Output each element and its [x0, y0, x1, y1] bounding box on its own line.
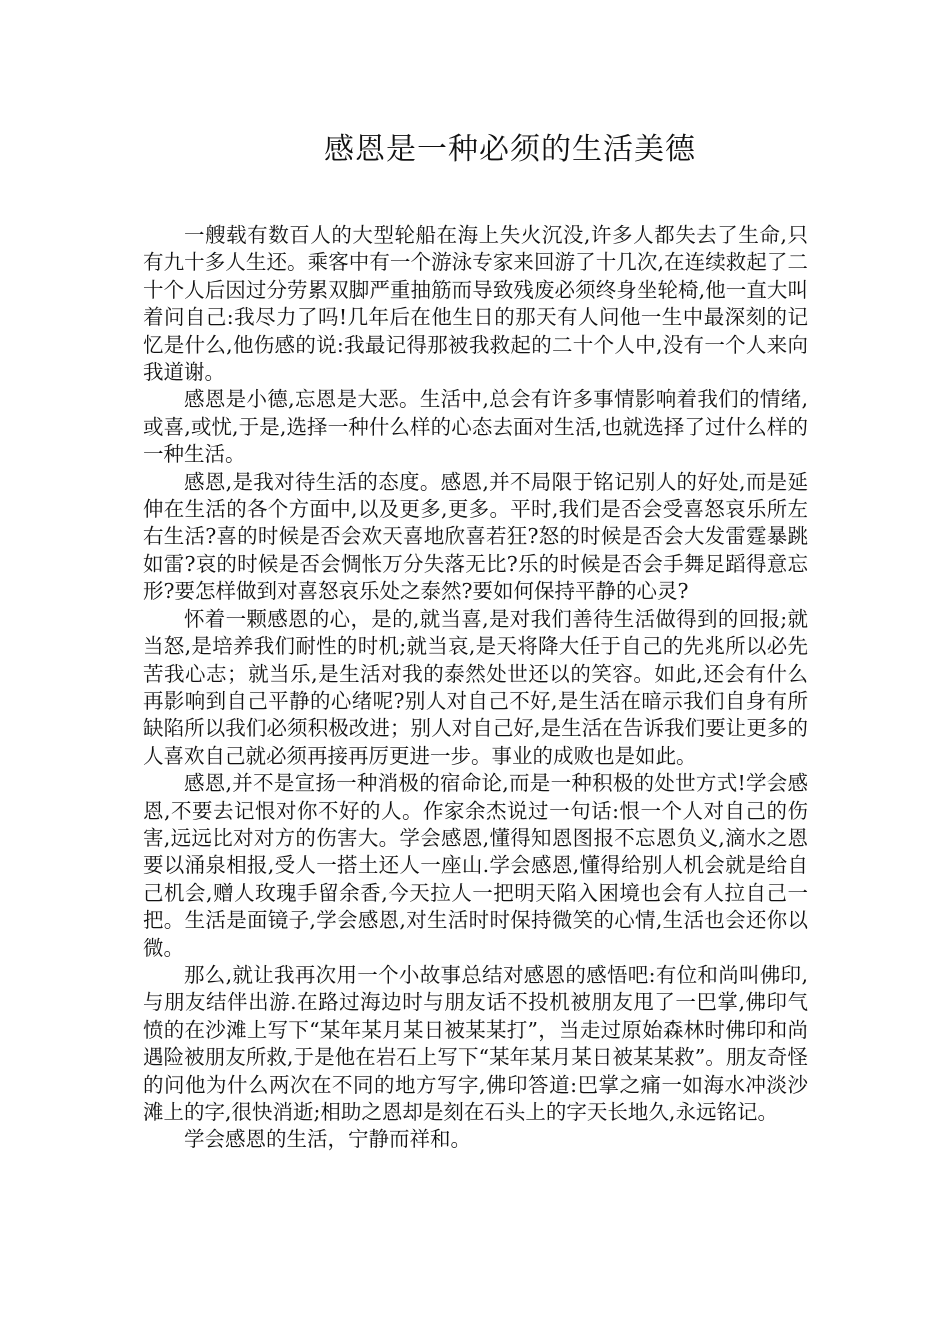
- paragraph: 感恩是小德,忘恩是大恶。生活中,总会有许多事情影响着我们的情绪,或喜,或忧,于是,选择一种什么样的心态去面对生活,也就选择了过什么样的一种生活。: [143, 387, 808, 467]
- paragraph: 感恩,是我对待生活的态度。感恩,并不局限于铭记别人的好处,而是延伸在生活的各个方面中,以及更多,更多。平时,我们是否会受喜怒哀乐所左右生活?喜的时候是否会欢天喜地欣喜若狂?怒的时候是否会大发雷霆暴跳如雷?哀的时候是否会惆怅万分失落无比?乐的时候是否会手舞足蹈得意忘形?要怎样做到对喜怒哀乐处之泰然?要如何保持平静的心灵?: [143, 469, 808, 604]
- paragraph: 学会感恩的生活，宁静而祥和。: [184, 1127, 471, 1152]
- document-title: 感恩是一种必须的生活美德: [324, 132, 696, 167]
- paragraph: 一艘载有数百人的大型轮船在海上失火沉没,许多人都失去了生命,只有九十多人生还。乘客中有一个游泳专家来回游了十几次,在连续救起了二十个人后因过分劳累双脚严重抽筋而导致残废必须终身坐轮椅,他一直大叫着问自己:我尽力了吗!几年后在他生日的那天有人问他一生中最深刻的记忆是什么,他伤感的说:我最记得那被我救起的二十个人中,没有一个人来向我道谢。: [143, 223, 808, 385]
- paragraph: 那么,就让我再次用一个小故事总结对感恩的感悟吧:有位和尚叫佛印,与朋友结伴出游.在路过海边时与朋友话不投机被朋友甩了一巴掌,佛印气愤的在沙滩上写下“某年某月某日被某某打”，当走过原始森林时佛印和尚遇险被朋友所救,于是他在岩石上写下“某年某月某日被某某救”。朋友奇怪的问他为什么两次在不同的地方写字,佛印答道:巴掌之痛一如海水冲淡沙滩上的字,很快消逝;相助之恩却是刻在石头上的字天长地久,永远铭记。: [143, 962, 808, 1124]
- paragraph: 怀着一颗感恩的心，是的,就当喜,是对我们善待生活做得到的回报;就当怒,是培养我们耐性的时机;就当哀,是天将降大任于自己的先兆所以必先苦我心志；就当乐,是生活对我的泰然处世还以的笑容。如此,还会有什么再影响到自己平静的心绪呢?别人对自己不好,是生活在暗示我们自身有所缺陷所以我们必须积极改进；别人对自己好,是生活在告诉我们要让更多的人喜欢自己就必须再接再厉更进一步。事业的成败也是如此。: [143, 606, 808, 768]
- paragraph: 感恩,并不是宣扬一种消极的宿命论,而是一种积极的处世方式!学会感恩,不要去记恨对你不好的人。作家余杰说过一句话:恨一个人对自己的伤害,远远比对对方的伤害大。学会感恩,懂得知恩图报不忘恩负义,滴水之恩要以涌泉相报,受人一搭土还人一座山.学会感恩,懂得给别人机会就是给自己机会,赠人玫瑰手留余香,今天拉人一把明天陷入困境也会有人拉自己一把。生活是面镜子,学会感恩,对生活时时保持微笑的心情,生活也会还你以微。: [143, 771, 808, 960]
- document-body: [143, 222, 808, 1154]
